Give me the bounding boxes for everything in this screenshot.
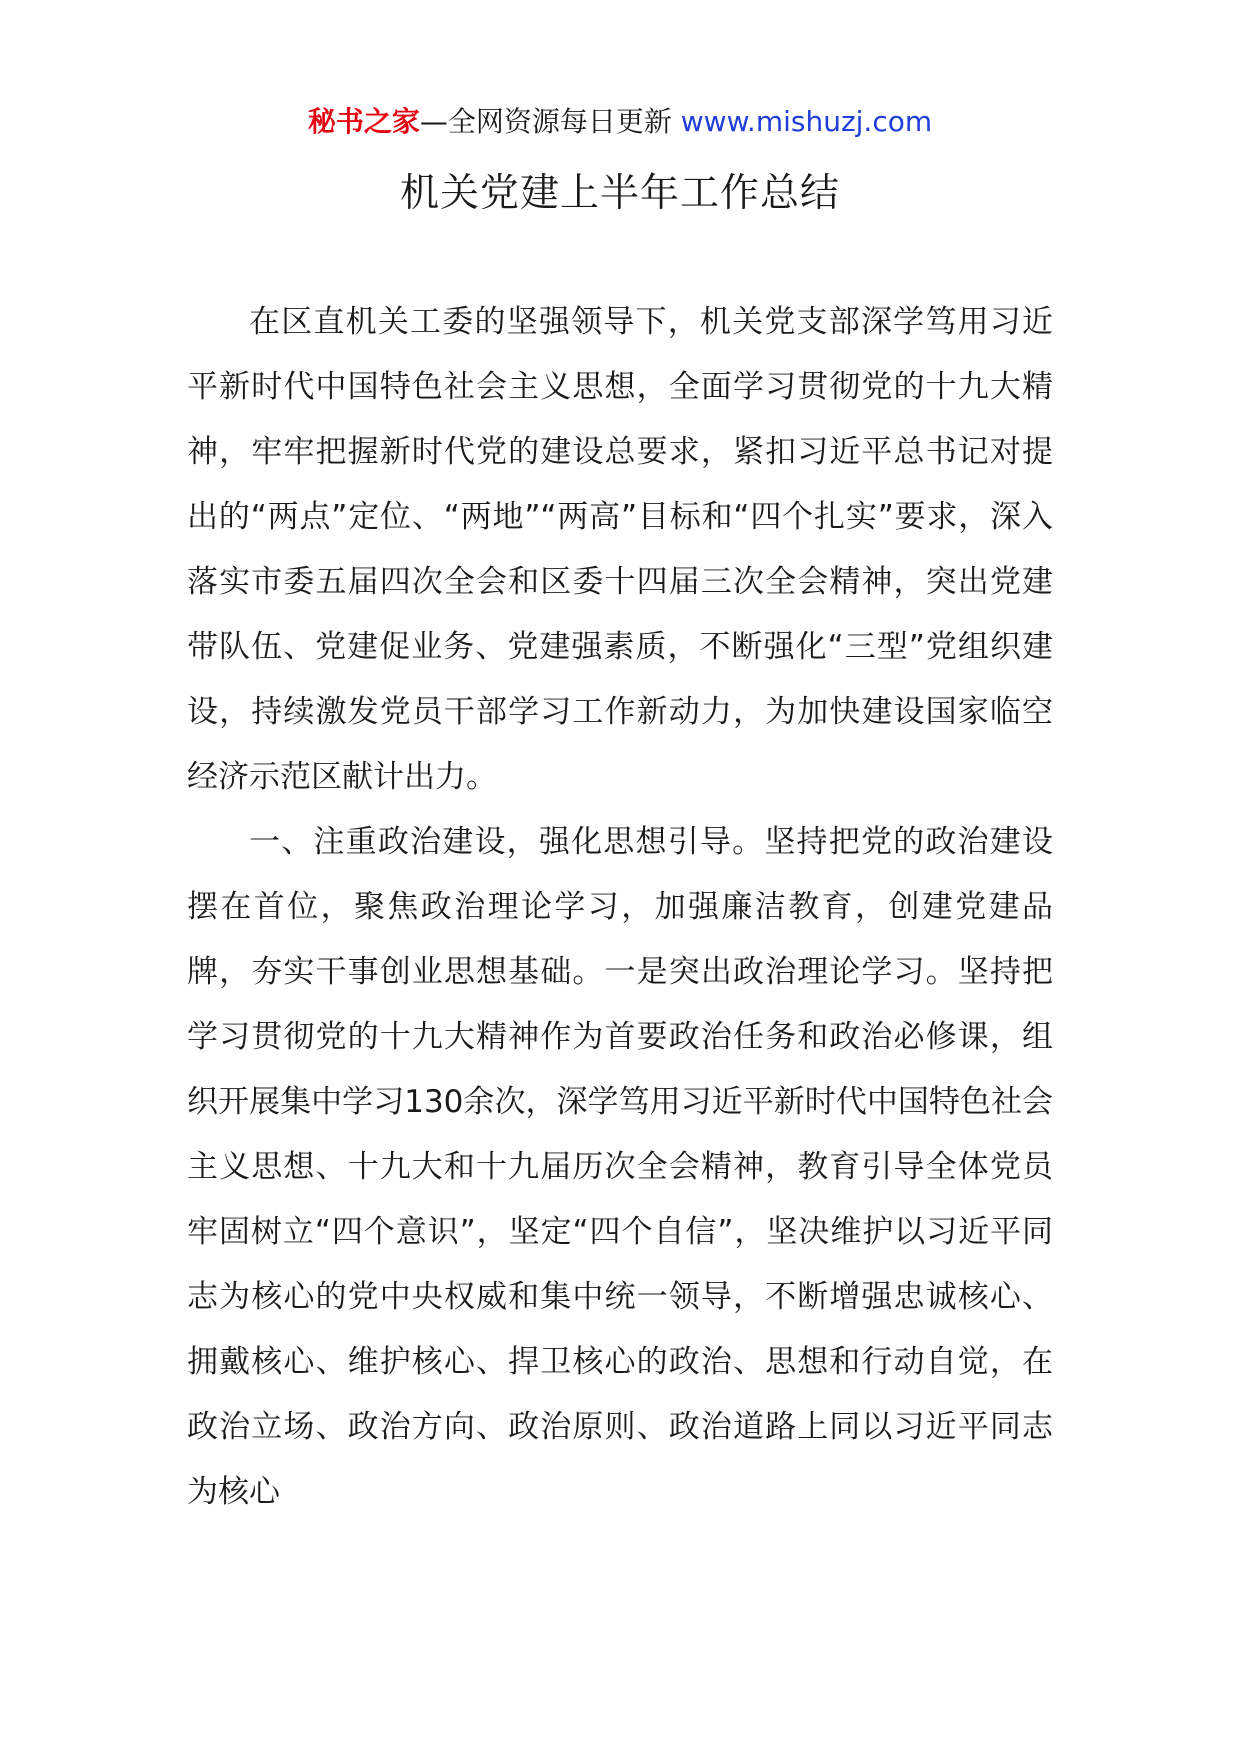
header-tagline: —全网资源每日更新 — [419, 105, 681, 138]
brand-name: 秘书之家 — [307, 105, 420, 138]
site-header — [0, 100, 1240, 144]
document-title: 机关党建上半年工作总结 — [399, 171, 840, 216]
section-1-heading: 一、注重政治建设，强化思想引导。 — [249, 824, 765, 860]
intro-paragraph: 在区直机关工委的坚强领导下，机关党支部深学笃用习近平新时代中国特色社会主义思想，全面学习贯彻党的十九大精神，牢牢把握新时代党的建设总要求，紧扣习近平总书记对提出的“两点”定位、“两地”“两高”目标和“四个扎实”要求，深入落实市委五届四次全会和区委十四届三次全会精神，突出党建带队伍、党建促业务、党建强素质，不断强化“三型”党组织建设，持续激发党员干部学习工作新动力，为加快建设国家临空经济示范区献计出力。 — [187, 304, 1053, 795]
document-body — [187, 290, 1053, 1525]
site-url-link[interactable]: www.mishuzj.com — [680, 105, 933, 138]
section-1-body: 坚持把党的政治建设摆在首位，聚焦政治理论学习，加强廉洁教育，创建党建品牌，夯实干事创业思想基础。一是突出政治理论学习。坚持把学习贯彻党的十九大精神作为首要政治任务和政治必修课，组织开展集中学习130余次，深学笃用习近平新时代中国特色社会主义思想、十九大和十九届历次全会精神，教育引导全体党员牢固树立“四个意识”，坚定“四个自信”，坚决维护以习近平同志为核心的党中央权威和集中统一领导，不断增强忠诚核心、拥戴核心、维护核心、捍卫核心的政治、思想和行动自觉，在政治立场、政治方向、政治原则、政治道路上同以习近平同志为核心 — [187, 824, 1054, 1510]
section-1-paragraph — [187, 810, 1053, 1525]
